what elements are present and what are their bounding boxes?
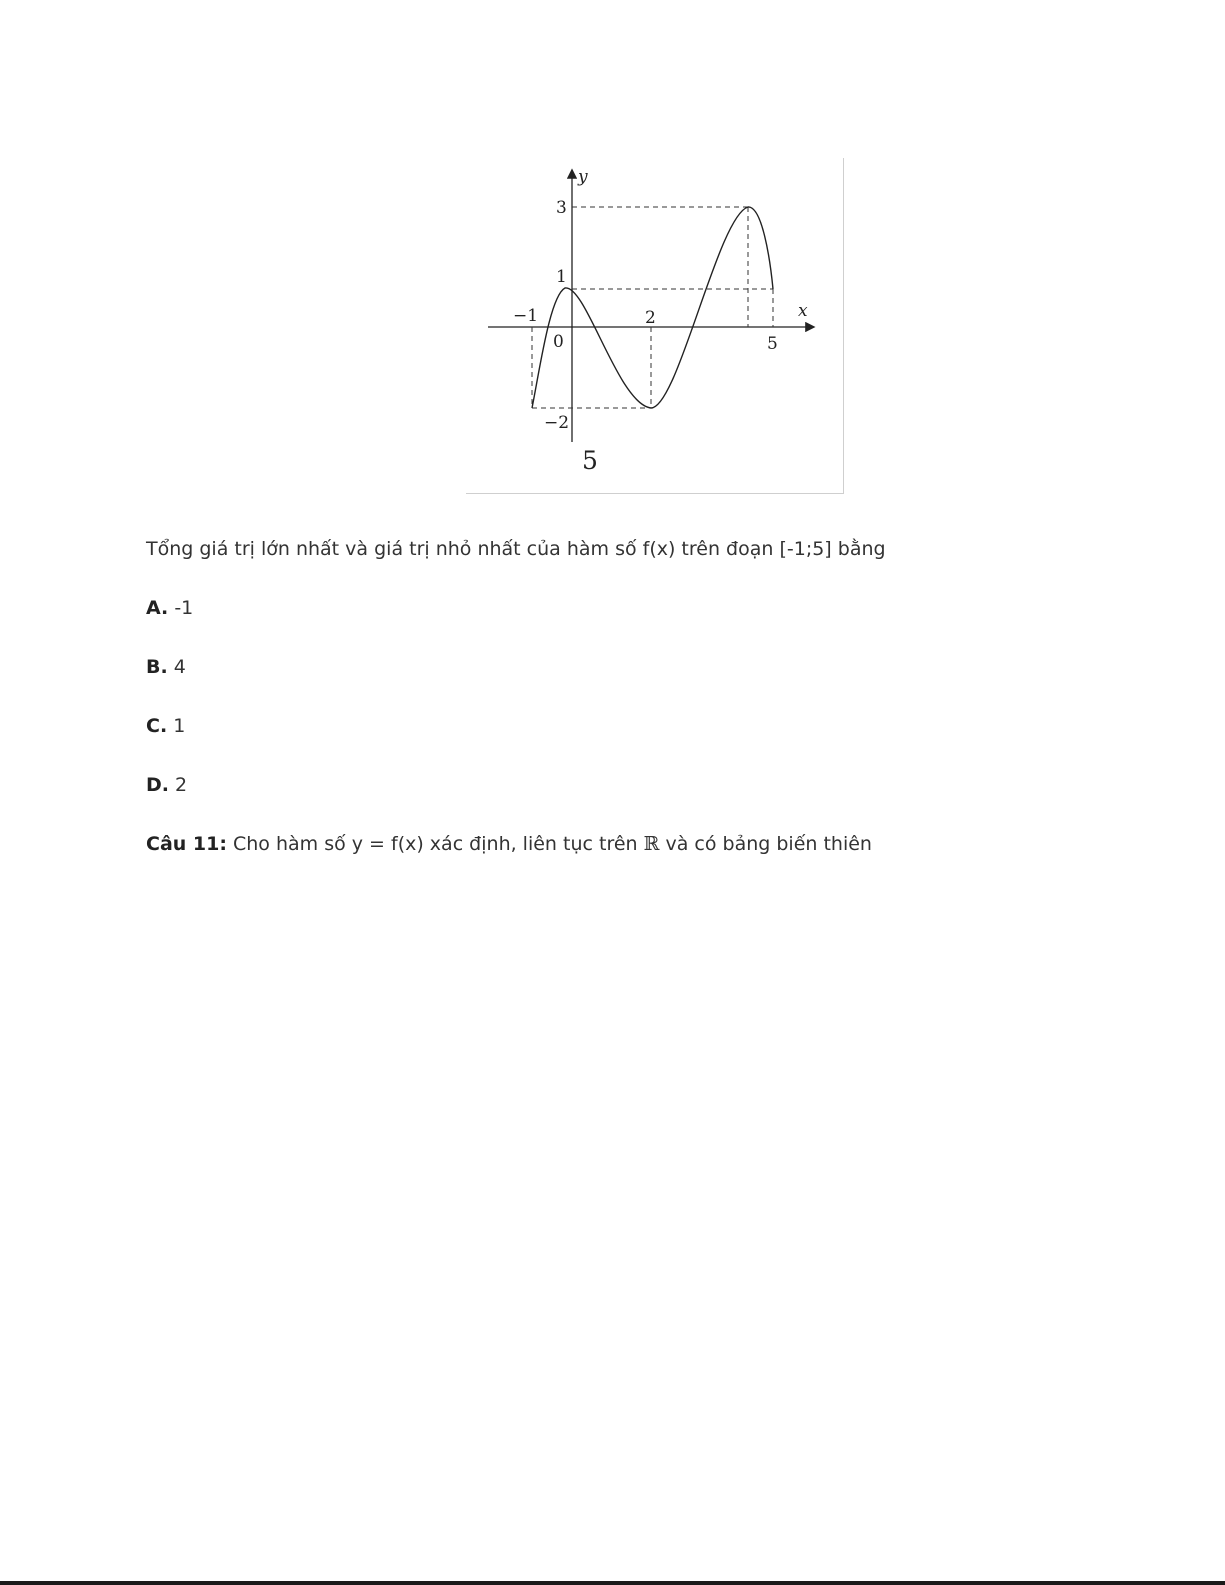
y-axis-label: y xyxy=(578,167,588,187)
question-text: Tổng giá trị lớn nhất và giá trị nhỏ nhất của hàm số f(x) trên đoạn [-1;5] bằng xyxy=(146,538,886,560)
figure-caption: 5 xyxy=(582,446,598,475)
x-axis-label: x xyxy=(798,301,808,321)
tick-label-y-3: 3 xyxy=(556,198,567,218)
tick-label-y-1: 1 xyxy=(556,267,567,287)
option-d[interactable] xyxy=(146,773,187,797)
next-question xyxy=(146,832,872,856)
page-bottom-rule xyxy=(0,1581,1225,1585)
tick-label-x-5: 5 xyxy=(767,334,778,354)
option-letter: B. xyxy=(146,656,168,678)
origin-label: 0 xyxy=(553,332,564,352)
question-number-label: Câu 11: xyxy=(146,833,227,855)
tick-label-x-2: 2 xyxy=(645,308,656,328)
option-b[interactable] xyxy=(146,655,186,679)
tick-label-y-neg2: −2 xyxy=(544,413,570,433)
option-letter: D. xyxy=(146,774,169,796)
option-value: -1 xyxy=(174,597,194,619)
option-value: 2 xyxy=(175,774,188,796)
option-letter: A. xyxy=(146,597,169,619)
option-value: 4 xyxy=(173,656,186,678)
function-graph xyxy=(466,158,844,494)
function-graph-figure xyxy=(466,158,844,494)
reals-symbol: ℝ xyxy=(643,833,660,855)
option-a[interactable] xyxy=(146,596,193,620)
tick-label-x-neg1: −1 xyxy=(513,306,539,326)
next-question-text-after: và có bảng biến thiên xyxy=(665,833,872,855)
option-c[interactable] xyxy=(146,714,185,738)
option-value: 1 xyxy=(173,715,186,737)
next-question-text-before: Cho hàm số y = f(x) xác định, liên tục trên xyxy=(233,833,638,855)
option-letter: C. xyxy=(146,715,168,737)
